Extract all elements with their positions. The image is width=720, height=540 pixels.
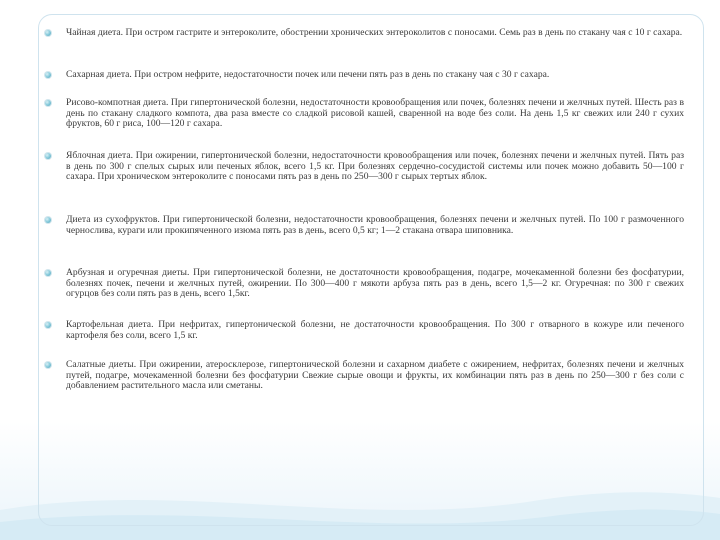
list-item <box>44 151 684 183</box>
list-item <box>44 98 684 130</box>
bullet-icon <box>45 362 51 368</box>
list-item <box>44 28 684 39</box>
bullet-icon <box>45 153 51 159</box>
list-item-text: Рисово-компотная диета. При гипертонической болезни, недостаточности кровообращения или почек, болезнях печени и желчных путей. Шесть раз в день по стакану сладкого компота, два раза вместе со сладкой рисовой кашей, сваренной на воде без соли. На день 1,5 кг свежих или 240 г сухих фруктов, 60 г риса, 100—120 г сахара. <box>66 97 684 130</box>
list-item <box>44 320 684 341</box>
list-item-text: Картофельная диета. При нефритах, гипертонической болезни, не достаточности кровообращения. По 300 г отварного в кожуре или печеного картофеля без соли, всего 1,5 кг. <box>66 319 684 341</box>
list-item-text: Сахарная диета. При остром нефрите, недостаточности почек или печени пять раз в день по стакану чая с 30 г сахара. <box>66 69 550 80</box>
bullet-icon <box>45 30 51 36</box>
list-item <box>44 215 684 236</box>
list-item <box>44 360 684 392</box>
bullet-icon <box>45 72 51 78</box>
list-item <box>44 268 684 300</box>
list-item <box>44 70 684 81</box>
list-item-text: Арбузная и огуречная диеты. При гипертонической болезни, не достаточности кровообращения, подагре, мочекаменной болезни без фосфатурии, болезнях почек, печени и желчных путей, ожирении. По 300—400 г мякоти арбуза пять раз в день, всего 1,5—2 кг. Огуречная: по 300 г свежих огурцов без соли пять раз в день, всего 1,5кг. <box>66 267 684 300</box>
list-item-text: Диета из сухофруктов. При гипертонической болезни, недостаточности кровообращения, болезнях печени и желчных путей. По 100 г размоченного чернослива, кураги или прокипяченного изюма пять раз в день, всего 0,5 кг; 1—2 стакана отвара шиповника. <box>66 214 684 236</box>
bullet-icon <box>45 322 51 328</box>
list-item-text: Яблочная диета. При ожирении, гипертонической болезни, недостаточности кровообращения или почек, болезнях печени и желчных путей. Пять раз в день по 300 г спелых сырых или печеных яблок, всего 1,5 кг. При болезнях сердечно-сосудистой системы или почек можно добавить 50—100 г сахара. При хроническом энтероколите с поносами пять раз в день по 250—300 г сырых тертых яблок. <box>66 150 684 183</box>
bullet-icon <box>45 270 51 276</box>
bullet-icon <box>45 217 51 223</box>
bullet-icon <box>45 100 51 106</box>
list-item-text: Чайная диета. При остром гастрите и энтероколите, обострении хронических энтероколитов с поносами. Семь раз в день по стакану чая с 10 г сахара. <box>66 27 683 38</box>
list-item-text: Салатные диеты. При ожирении, атеросклерозе, гипертонической болезни и сахарном диабете с ожирением, нефритах, болезнях печени и желчных путей, подагре, мочекаменной болезни без фосфатурии Свежие сырые овощи и фрукты, их комбинации пять раз в день по 250—300 г без соли с добавлением растительного масла или сметаны. <box>66 359 684 392</box>
